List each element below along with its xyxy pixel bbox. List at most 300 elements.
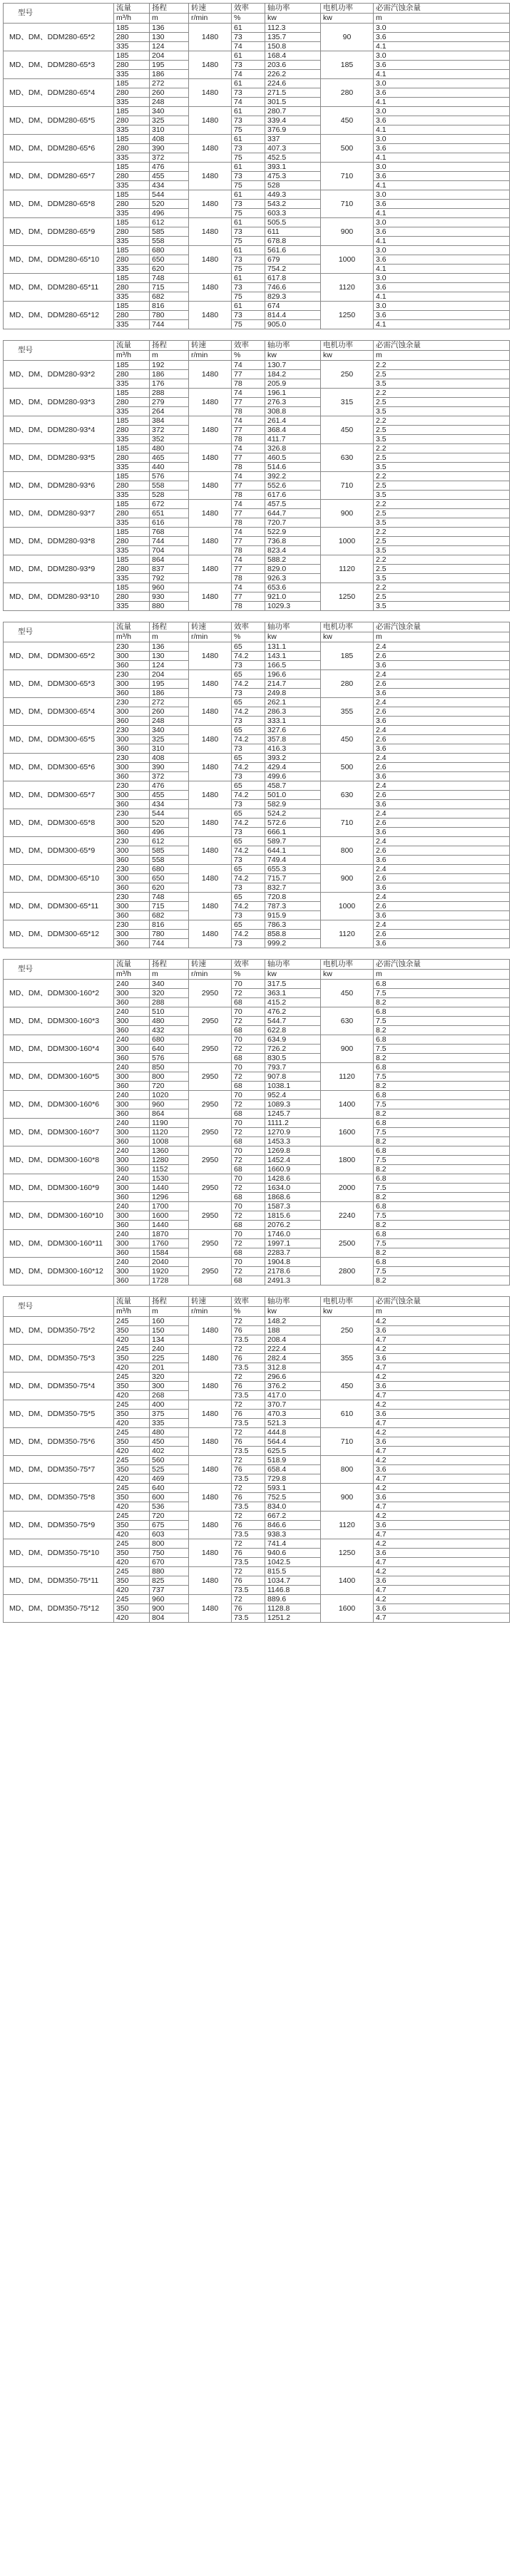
flow-cell: 360: [114, 1276, 150, 1286]
head-cell: 130: [150, 652, 189, 661]
head-cell: 1020: [150, 1091, 189, 1100]
flow-cell: 245: [114, 1345, 150, 1354]
shaft-power-cell: 2178.6: [265, 1267, 321, 1276]
efficiency-cell: 68: [232, 1221, 265, 1230]
npsh-cell: 7.5: [374, 1045, 510, 1054]
npsh-cell: 3.6: [374, 939, 510, 948]
table-row: [4, 107, 510, 116]
flow-cell: 360: [114, 1109, 150, 1119]
flow-cell: 185: [114, 24, 150, 33]
efficiency-cell: 73: [232, 116, 265, 125]
head-cell: 672: [150, 500, 189, 509]
motor-power-cell: 1000: [321, 893, 374, 920]
header-motor-power: 电机功率: [321, 622, 374, 632]
shaft-power-cell: 752.5: [265, 1493, 321, 1502]
shaft-power-cell: 611: [265, 227, 321, 237]
shaft-power-cell: 593.1: [265, 1484, 321, 1493]
npsh-cell: 2.2: [374, 528, 510, 537]
flow-cell: 350: [114, 1604, 150, 1613]
head-cell: 402: [150, 1447, 189, 1456]
motor-power-cell: 1800: [321, 1146, 374, 1174]
npsh-cell: 2.5: [374, 592, 510, 602]
model-cell: MD、DM、DDM350-75*5: [4, 1400, 114, 1428]
shaft-power-cell: 458.7: [265, 781, 321, 791]
npsh-cell: 6.8: [374, 1091, 510, 1100]
flow-cell: 360: [114, 1248, 150, 1258]
table-row: [4, 135, 510, 144]
head-cell: 390: [150, 763, 189, 772]
flow-cell: 350: [114, 1465, 150, 1474]
table-row: [4, 1007, 510, 1017]
unit-head: m: [150, 632, 189, 642]
flow-cell: 280: [114, 283, 150, 292]
head-cell: 186: [150, 689, 189, 698]
motor-power-cell: 1120: [321, 1512, 374, 1539]
efficiency-cell: 61: [232, 135, 265, 144]
speed-cell: 1480: [189, 1539, 232, 1567]
efficiency-cell: 73: [232, 283, 265, 292]
flow-cell: 360: [114, 883, 150, 893]
shaft-power-cell: 544.7: [265, 1017, 321, 1026]
efficiency-cell: 73.5: [232, 1586, 265, 1595]
speed-cell: 1480: [189, 1595, 232, 1623]
head-cell: 748: [150, 274, 189, 283]
npsh-cell: 4.7: [374, 1474, 510, 1484]
shaft-power-cell: 720.8: [265, 893, 321, 902]
efficiency-cell: 72: [232, 989, 265, 998]
npsh-cell: 2.6: [374, 679, 510, 689]
efficiency-cell: 76: [232, 1410, 265, 1419]
npsh-cell: 4.2: [374, 1512, 510, 1521]
efficiency-cell: 72: [232, 1184, 265, 1193]
flow-cell: 300: [114, 1267, 150, 1276]
motor-power-cell: 630: [321, 781, 374, 809]
head-cell: 816: [150, 302, 189, 311]
shaft-power-cell: 131.1: [265, 642, 321, 652]
shaft-power-cell: 834.0: [265, 1502, 321, 1512]
head-cell: 432: [150, 1026, 189, 1035]
flow-cell: 280: [114, 426, 150, 435]
efficiency-cell: 72: [232, 1428, 265, 1437]
head-cell: 124: [150, 661, 189, 670]
efficiency-cell: 73: [232, 939, 265, 948]
header-flow: 流量: [114, 960, 150, 970]
flow-cell: 335: [114, 181, 150, 190]
npsh-cell: 3.6: [374, 1382, 510, 1391]
shaft-power-cell: 1634.0: [265, 1184, 321, 1193]
efficiency-cell: 74.2: [232, 707, 265, 717]
efficiency-cell: 73: [232, 172, 265, 181]
npsh-cell: 3.5: [374, 602, 510, 611]
table-row: [4, 1317, 510, 1326]
head-cell: 480: [150, 1017, 189, 1026]
speed-cell: 1480: [189, 79, 232, 107]
efficiency-cell: 74: [232, 528, 265, 537]
npsh-cell: 2.4: [374, 781, 510, 791]
head-cell: 340: [150, 980, 189, 989]
table-row: [4, 1512, 510, 1521]
npsh-cell: 6.8: [374, 1230, 510, 1239]
flow-cell: 245: [114, 1567, 150, 1576]
head-cell: 651: [150, 509, 189, 518]
header-model: 型号: [4, 341, 114, 361]
npsh-cell: 2.5: [374, 398, 510, 407]
npsh-cell: 4.7: [374, 1558, 510, 1567]
head-cell: 195: [150, 679, 189, 689]
table-body: [4, 361, 510, 611]
efficiency-cell: 72: [232, 1100, 265, 1109]
flow-cell: 360: [114, 828, 150, 837]
head-cell: 880: [150, 602, 189, 611]
npsh-cell: 7.5: [374, 989, 510, 998]
flow-cell: 280: [114, 311, 150, 320]
efficiency-cell: 61: [232, 274, 265, 283]
npsh-cell: 3.0: [374, 274, 510, 283]
flow-cell: 360: [114, 1054, 150, 1063]
efficiency-cell: 74.2: [232, 679, 265, 689]
npsh-cell: 2.5: [374, 481, 510, 491]
flow-cell: 420: [114, 1586, 150, 1595]
speed-cell: 1480: [189, 670, 232, 698]
efficiency-cell: 77: [232, 592, 265, 602]
npsh-cell: 4.2: [374, 1345, 510, 1354]
head-cell: 496: [150, 828, 189, 837]
speed-cell: 1480: [189, 500, 232, 528]
speed-cell: 1480: [189, 107, 232, 135]
shaft-power-cell: 617.6: [265, 491, 321, 500]
efficiency-cell: 73: [232, 661, 265, 670]
table-row: [4, 51, 510, 61]
npsh-cell: 4.1: [374, 237, 510, 246]
motor-power-cell: 900: [321, 1484, 374, 1512]
motor-power-cell: 250: [321, 361, 374, 389]
header-speed: 转速: [189, 960, 232, 970]
npsh-cell: 4.7: [374, 1363, 510, 1372]
npsh-cell: 3.6: [374, 828, 510, 837]
flow-cell: 360: [114, 856, 150, 865]
head-cell: 780: [150, 311, 189, 320]
motor-power-cell: 250: [321, 1317, 374, 1345]
npsh-cell: 2.4: [374, 670, 510, 679]
flow-cell: 240: [114, 1119, 150, 1128]
header-motor-power: 电机功率: [321, 960, 374, 970]
flow-cell: 360: [114, 772, 150, 781]
shaft-power-cell: 188: [265, 1326, 321, 1335]
efficiency-cell: 73: [232, 227, 265, 237]
shaft-power-cell: 333.1: [265, 717, 321, 726]
npsh-cell: 3.6: [374, 1410, 510, 1419]
speed-cell: 1480: [189, 837, 232, 865]
speed-cell: 1480: [189, 51, 232, 79]
flow-cell: 350: [114, 1576, 150, 1586]
flow-cell: 300: [114, 1184, 150, 1193]
shaft-power-cell: 148.2: [265, 1317, 321, 1326]
efficiency-cell: 73.5: [232, 1447, 265, 1456]
efficiency-cell: 78: [232, 435, 265, 444]
head-cell: 408: [150, 754, 189, 763]
motor-power-cell: 1250: [321, 583, 374, 611]
table-row: [4, 1174, 510, 1184]
npsh-cell: 8.2: [374, 998, 510, 1007]
efficiency-cell: 73: [232, 883, 265, 893]
efficiency-cell: 78: [232, 463, 265, 472]
model-cell: MD、DM、DDM300-160*10: [4, 1202, 114, 1230]
efficiency-cell: 77: [232, 509, 265, 518]
flow-cell: 300: [114, 930, 150, 939]
head-cell: 272: [150, 79, 189, 88]
shaft-power-cell: 736.8: [265, 537, 321, 546]
head-cell: 372: [150, 772, 189, 781]
head-cell: 864: [150, 1109, 189, 1119]
shaft-power-cell: 1042.5: [265, 1558, 321, 1567]
header-row: [4, 1297, 510, 1307]
efficiency-cell: 73: [232, 744, 265, 754]
head-cell: 372: [150, 153, 189, 163]
shaft-power-cell: 518.9: [265, 1456, 321, 1465]
shaft-power-cell: 634.9: [265, 1035, 321, 1045]
header-shaft-power: 轴功率: [265, 4, 321, 14]
head-cell: 780: [150, 930, 189, 939]
head-cell: 325: [150, 116, 189, 125]
head-cell: 130: [150, 33, 189, 42]
head-cell: 1280: [150, 1156, 189, 1165]
efficiency-cell: 73: [232, 772, 265, 781]
npsh-cell: 2.4: [374, 726, 510, 735]
spec-table: [3, 959, 510, 1286]
npsh-cell: 4.1: [374, 292, 510, 302]
shaft-power-cell: 830.5: [265, 1054, 321, 1063]
table-row: [4, 920, 510, 930]
npsh-cell: 8.2: [374, 1026, 510, 1035]
speed-cell: 1480: [189, 163, 232, 190]
head-cell: 800: [150, 1072, 189, 1082]
header-row: [4, 622, 510, 632]
head-cell: 248: [150, 98, 189, 107]
shaft-power-cell: 312.8: [265, 1363, 321, 1372]
header-model: 型号: [4, 622, 114, 642]
head-cell: 737: [150, 1586, 189, 1595]
npsh-cell: 2.6: [374, 652, 510, 661]
header-motor-power: 电机功率: [321, 341, 374, 351]
table-row: [4, 1146, 510, 1156]
npsh-cell: 3.6: [374, 255, 510, 265]
model-cell: MD、DM、DDM300-160*4: [4, 1035, 114, 1063]
model-cell: MD、DM、DDM280-65*11: [4, 274, 114, 302]
table-row: [4, 1258, 510, 1267]
head-cell: 248: [150, 717, 189, 726]
npsh-cell: 3.6: [374, 200, 510, 209]
efficiency-cell: 74: [232, 472, 265, 481]
npsh-cell: 6.8: [374, 1007, 510, 1017]
head-cell: 528: [150, 491, 189, 500]
flow-cell: 300: [114, 763, 150, 772]
efficiency-cell: 78: [232, 574, 265, 583]
efficiency-cell: 74: [232, 500, 265, 509]
efficiency-cell: 72: [232, 1400, 265, 1410]
npsh-cell: 7.5: [374, 1267, 510, 1276]
header-model: 型号: [4, 1297, 114, 1317]
model-cell: MD、DM、DDM300-65*8: [4, 809, 114, 837]
flow-cell: 335: [114, 237, 150, 246]
unit-npsh: m: [374, 351, 510, 361]
flow-cell: 335: [114, 42, 150, 51]
motor-power-cell: 2000: [321, 1174, 374, 1202]
flow-cell: 185: [114, 190, 150, 200]
head-cell: 204: [150, 670, 189, 679]
head-cell: 204: [150, 51, 189, 61]
shaft-power-cell: 392.2: [265, 472, 321, 481]
motor-power-cell: 800: [321, 1456, 374, 1484]
head-cell: 480: [150, 1428, 189, 1437]
shaft-power-cell: 921.0: [265, 592, 321, 602]
flow-cell: 360: [114, 689, 150, 698]
model-cell: MD、DM、DDM280-93*4: [4, 416, 114, 444]
shaft-power-cell: 363.1: [265, 989, 321, 998]
efficiency-cell: 77: [232, 370, 265, 379]
header-efficiency: 效率: [232, 341, 265, 351]
shaft-power-cell: 589.7: [265, 837, 321, 846]
flow-cell: 185: [114, 107, 150, 116]
header-head: 扬程: [150, 960, 189, 970]
table-row: [4, 865, 510, 874]
shaft-power-cell: 444.8: [265, 1428, 321, 1437]
flow-cell: 280: [114, 172, 150, 181]
unit-efficiency: %: [232, 632, 265, 642]
flow-cell: 360: [114, 1221, 150, 1230]
flow-cell: 185: [114, 472, 150, 481]
efficiency-cell: 74.2: [232, 846, 265, 856]
npsh-cell: 3.6: [374, 311, 510, 320]
flow-cell: 185: [114, 389, 150, 398]
flow-cell: 245: [114, 1428, 150, 1437]
shaft-power-cell: 1660.9: [265, 1165, 321, 1174]
speed-cell: 1480: [189, 642, 232, 670]
motor-power-cell: 450: [321, 726, 374, 754]
efficiency-cell: 74.2: [232, 874, 265, 883]
flow-cell: 300: [114, 989, 150, 998]
speed-cell: 1480: [189, 583, 232, 611]
shaft-power-cell: 1746.0: [265, 1230, 321, 1239]
npsh-cell: 3.0: [374, 135, 510, 144]
shaft-power-cell: 130.7: [265, 361, 321, 370]
npsh-cell: 3.6: [374, 661, 510, 670]
shaft-power-cell: 1452.4: [265, 1156, 321, 1165]
head-cell: 1440: [150, 1184, 189, 1193]
shaft-power-cell: 754.2: [265, 265, 321, 274]
motor-power-cell: 1250: [321, 302, 374, 329]
npsh-cell: 2.2: [374, 416, 510, 426]
npsh-cell: 2.4: [374, 837, 510, 846]
head-cell: 670: [150, 1558, 189, 1567]
head-cell: 880: [150, 1567, 189, 1576]
npsh-cell: 4.7: [374, 1391, 510, 1400]
model-cell: MD、DM、DDM300-65*6: [4, 754, 114, 781]
head-cell: 408: [150, 135, 189, 144]
header-efficiency: 效率: [232, 622, 265, 632]
table-row: [4, 444, 510, 453]
shaft-power-cell: 476.2: [265, 1007, 321, 1017]
npsh-cell: 3.6: [374, 883, 510, 893]
model-cell: MD、DM、DDM300-160*9: [4, 1174, 114, 1202]
unit-motor-power: kw: [321, 351, 374, 361]
table-row: [4, 1539, 510, 1549]
unit-speed: r/min: [189, 970, 232, 980]
table-row: [4, 163, 510, 172]
shaft-power-cell: 276.3: [265, 398, 321, 407]
head-cell: 960: [150, 1595, 189, 1604]
shaft-power-cell: 301.5: [265, 98, 321, 107]
efficiency-cell: 77: [232, 398, 265, 407]
head-cell: 260: [150, 88, 189, 98]
head-cell: 720: [150, 1512, 189, 1521]
flow-cell: 245: [114, 1456, 150, 1465]
flow-cell: 240: [114, 1174, 150, 1184]
shaft-power-cell: 168.4: [265, 51, 321, 61]
head-cell: 384: [150, 416, 189, 426]
header-row: [4, 960, 510, 970]
shaft-power-cell: 501.0: [265, 791, 321, 800]
npsh-cell: 3.6: [374, 1521, 510, 1530]
table-row: [4, 670, 510, 679]
header-model: 型号: [4, 960, 114, 980]
flow-cell: 300: [114, 1045, 150, 1054]
head-cell: 288: [150, 998, 189, 1007]
efficiency-cell: 73: [232, 200, 265, 209]
shaft-power-cell: 112.3: [265, 24, 321, 33]
motor-power-cell: 1120: [321, 920, 374, 948]
shaft-power-cell: 644.7: [265, 509, 321, 518]
flow-cell: 335: [114, 265, 150, 274]
head-cell: 1008: [150, 1137, 189, 1146]
head-cell: 450: [150, 1437, 189, 1447]
head-cell: 310: [150, 125, 189, 135]
model-cell: MD、DM、DDM350-75*10: [4, 1539, 114, 1567]
unit-shaft-power: kw: [265, 1307, 321, 1317]
motor-power-cell: 1120: [321, 1063, 374, 1091]
shaft-power-cell: 282.4: [265, 1354, 321, 1363]
npsh-cell: 2.4: [374, 698, 510, 707]
flow-cell: 230: [114, 837, 150, 846]
flow-cell: 300: [114, 1100, 150, 1109]
npsh-cell: 3.6: [374, 88, 510, 98]
npsh-cell: 3.0: [374, 246, 510, 255]
header-speed: 转速: [189, 622, 232, 632]
efficiency-cell: 73: [232, 717, 265, 726]
efficiency-cell: 70: [232, 1258, 265, 1267]
efficiency-cell: 74: [232, 98, 265, 107]
header-speed: 转速: [189, 1297, 232, 1307]
efficiency-cell: 70: [232, 1035, 265, 1045]
flow-cell: 240: [114, 980, 150, 989]
shaft-power-cell: 522.9: [265, 528, 321, 537]
model-cell: MD、DM、DDM280-65*6: [4, 135, 114, 163]
shaft-power-cell: 1111.2: [265, 1119, 321, 1128]
flow-cell: 420: [114, 1613, 150, 1623]
unit-shaft-power: kw: [265, 14, 321, 24]
shaft-power-cell: 150.8: [265, 42, 321, 51]
head-cell: 800: [150, 1539, 189, 1549]
efficiency-cell: 73: [232, 911, 265, 920]
table-row: [4, 698, 510, 707]
table-row: [4, 837, 510, 846]
shaft-power-cell: 814.4: [265, 311, 321, 320]
model-cell: MD、DM、DDM280-93*2: [4, 361, 114, 389]
head-cell: 1700: [150, 1202, 189, 1211]
efficiency-cell: 75: [232, 292, 265, 302]
npsh-cell: 4.2: [374, 1317, 510, 1326]
motor-power-cell: 315: [321, 389, 374, 416]
npsh-cell: 3.6: [374, 772, 510, 781]
